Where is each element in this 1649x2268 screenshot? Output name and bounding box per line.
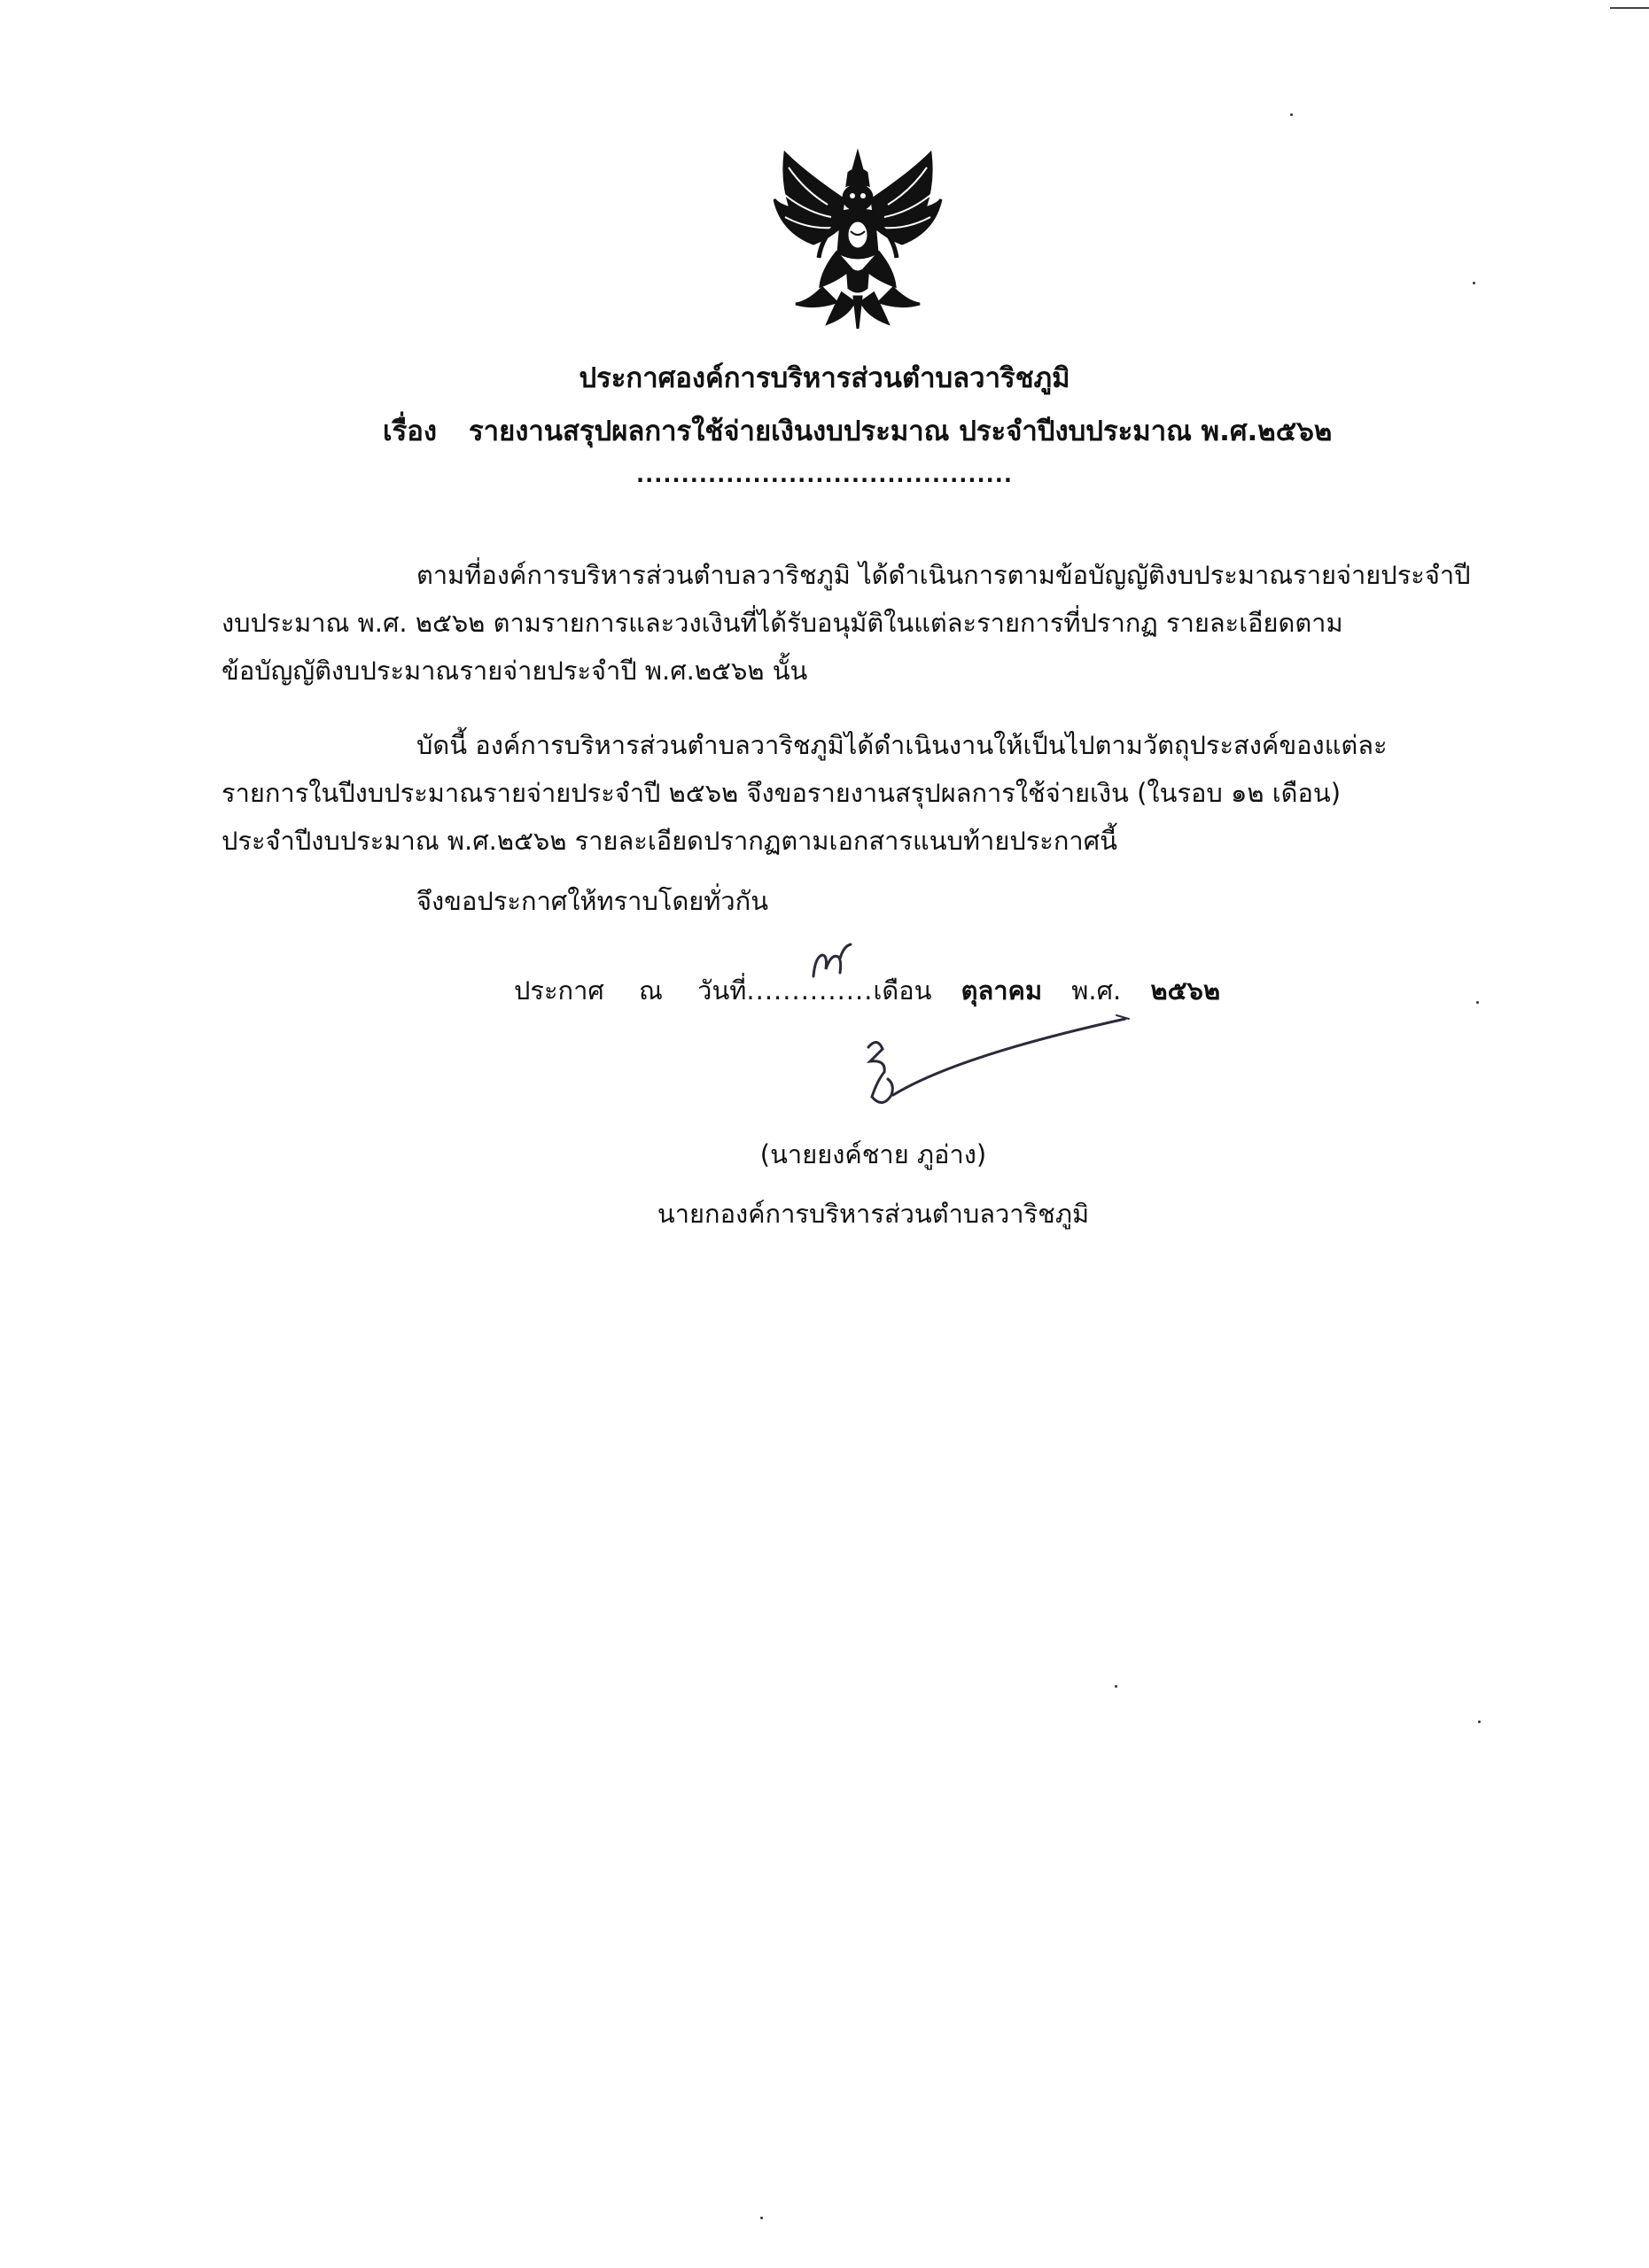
closing-statement: จึงขอประกาศให้ทราบโดยทั่วกัน xyxy=(416,886,769,916)
paragraph-2 xyxy=(222,721,1497,865)
dateline-day-dots: .............. xyxy=(746,975,874,1006)
scan-speck xyxy=(760,2217,763,2219)
scan-speck xyxy=(1115,1685,1117,1688)
dateline-day-label: วันที่ xyxy=(697,975,747,1006)
announcement-subject xyxy=(383,413,1332,450)
scan-speck xyxy=(1290,113,1293,116)
scan-speck xyxy=(1473,282,1475,284)
signer-position xyxy=(0,1196,1649,1231)
dateline xyxy=(514,973,1220,1008)
dateline-year: ๒๕๖๒ xyxy=(1150,975,1221,1006)
subject-text: รายงานสรุปผลการใช้จ่ายเงินงบประมาณ ประจำปีงบประมาณ พ.ศ.๒๕๖๒ xyxy=(469,416,1333,447)
handwritten-day-mark xyxy=(805,937,858,990)
garuda-emblem-icon xyxy=(769,146,946,332)
dateline-month-label: เดือน xyxy=(873,975,932,1006)
paragraph-1-line: งบประมาณ พ.ศ. ๒๕๖๒ ตามรายการและวงเงินที่ได้รับอนุมัติในแต่ละรายการที่ปรากฏ รายละเอียดตาม xyxy=(222,608,1343,638)
scan-edge-mark xyxy=(1610,7,1649,9)
signer-position-text: นายกองค์การบริหารส่วนตำบลวาริชภูมิ xyxy=(657,1199,1090,1229)
title-separator: .......................................... xyxy=(636,462,1013,487)
paragraph-2-line: รายการในปีงบประมาณรายจ่ายประจำปี ๒๕๖๒ จึงขอรายงานสรุปผลการใช้จ่ายเงิน (ในรอบ ๑๒ เดือน) xyxy=(222,778,1342,808)
paragraph-2-line: บัดนี้ องค์การบริหารส่วนตำบลวาริชภูมิได้ดำเนินงานให้เป็นไปตามวัตถุประสงค์ของแต่ละ xyxy=(416,730,1388,760)
dateline-at: ณ xyxy=(639,975,663,1006)
scan-speck xyxy=(1476,1001,1479,1004)
paragraph-2-line: ประจำปีงบประมาณ พ.ศ.๒๕๖๒ รายละเอียดปรากฏตามเอกสารแนบท้ายประกาศนี้ xyxy=(222,826,1117,856)
paragraph-1-line: ข้อบัญญัติงบประมาณรายจ่ายประจำปี พ.ศ.๒๕๖๒ นั้น xyxy=(222,656,808,686)
paragraph-1-line: ตามที่องค์การบริหารส่วนตำบลวาริชภูมิ ได้ดำเนินการตามข้อบัญญัติงบประมาณรายจ่ายประจำปี xyxy=(416,560,1471,590)
handwritten-signature xyxy=(851,1010,1134,1134)
paragraph-1 xyxy=(222,551,1497,695)
dateline-announce: ประกาศ xyxy=(514,975,604,1006)
scan-speck xyxy=(1478,1720,1481,1723)
subject-label: เรื่อง xyxy=(383,416,438,447)
signer-name-text: (นายยงค์ชาย ภูอ่าง) xyxy=(759,1139,987,1169)
signer-name xyxy=(0,1137,1649,1172)
announcement-title: ประกาศองค์การบริหารส่วนตำบลวาริชภูมิ xyxy=(579,362,1070,394)
dateline-month: ตุลาคม xyxy=(961,975,1043,1006)
dateline-year-label: พ.ศ. xyxy=(1071,975,1122,1006)
